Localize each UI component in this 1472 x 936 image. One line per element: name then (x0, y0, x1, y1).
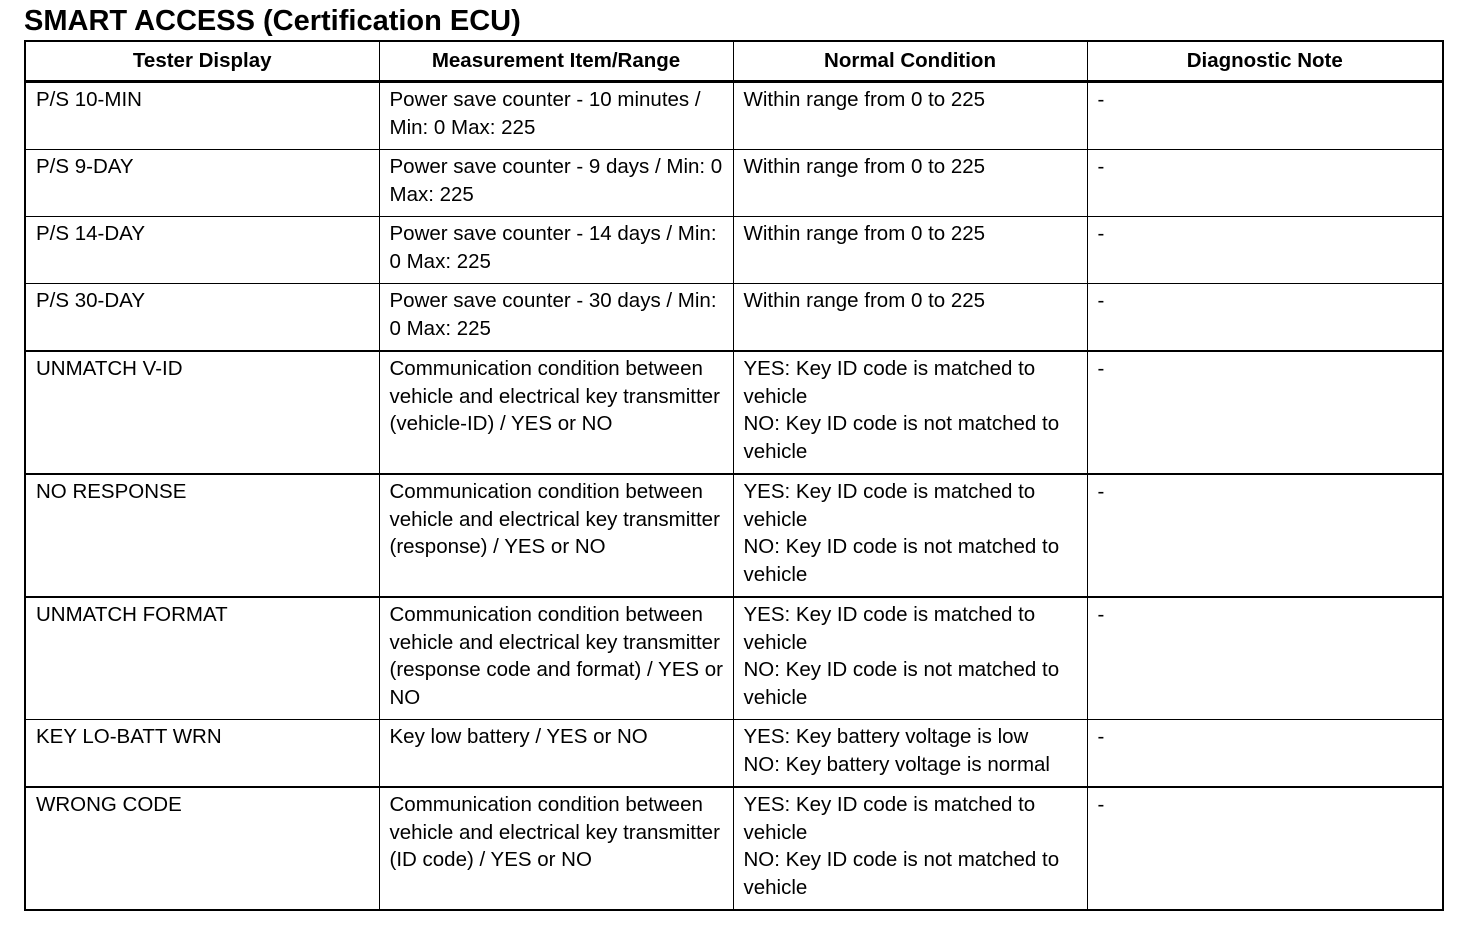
cell-tester-display: P/S 30-DAY (25, 284, 379, 352)
table-row (25, 597, 1443, 720)
cell-normal-condition (733, 474, 1087, 597)
cell-measurement-item: Communication condition between vehicle and electrical key transmitter (vehicle-ID) / YES or NO (379, 351, 733, 474)
cell-diagnostic-note: - (1087, 787, 1443, 910)
normal-condition-line: NO: Key ID code is not matched to vehicle (743, 535, 1060, 587)
data-list-table (24, 40, 1444, 911)
normal-condition-line: Within range from 0 to 225 (743, 155, 986, 178)
normal-condition-line: YES: Key battery voltage is low (743, 725, 1029, 748)
column-header-normal-condition: Normal Condition (733, 41, 1087, 82)
cell-diagnostic-note: - (1087, 720, 1443, 788)
table-body (25, 82, 1443, 911)
cell-measurement-item: Communication condition between vehicle and electrical key transmitter (ID code) / YES or NO (379, 787, 733, 910)
cell-diagnostic-note: - (1087, 597, 1443, 720)
page-title: SMART ACCESS (Certification ECU) (24, 5, 521, 37)
cell-normal-condition (733, 787, 1087, 910)
cell-measurement-item: Communication condition between vehicle and electrical key transmitter (response) / YES or NO (379, 474, 733, 597)
table-row (25, 351, 1443, 474)
table-row (25, 720, 1443, 788)
cell-normal-condition (733, 217, 1087, 284)
cell-measurement-item: Power save counter - 14 days / Min: 0 Max: 225 (379, 217, 733, 284)
column-header-measurement: Measurement Item/Range (379, 41, 733, 82)
cell-tester-display: P/S 9-DAY (25, 150, 379, 217)
cell-normal-condition (733, 597, 1087, 720)
table-row (25, 82, 1443, 150)
normal-condition-line: NO: Key battery voltage is normal (743, 752, 1050, 776)
table-row (25, 217, 1443, 284)
cell-measurement-item: Key low battery / YES or NO (379, 720, 733, 788)
table-header-row (25, 41, 1443, 82)
cell-tester-display: WRONG CODE (25, 787, 379, 910)
cell-normal-condition (733, 150, 1087, 217)
normal-condition-line: YES: Key ID code is matched to vehicle (743, 793, 1036, 844)
cell-normal-condition (733, 720, 1087, 788)
cell-normal-condition (733, 284, 1087, 352)
normal-condition-line: Within range from 0 to 225 (743, 222, 986, 245)
cell-tester-display: P/S 14-DAY (25, 217, 379, 284)
table-row (25, 474, 1443, 597)
cell-diagnostic-note: - (1087, 82, 1443, 150)
cell-tester-display: P/S 10-MIN (25, 82, 379, 150)
column-header-tester-display: Tester Display (25, 41, 379, 82)
cell-diagnostic-note: - (1087, 474, 1443, 597)
normal-condition-line: YES: Key ID code is matched to vehicle (743, 357, 1036, 408)
cell-diagnostic-note: - (1087, 217, 1443, 284)
table-row (25, 284, 1443, 352)
cell-measurement-item: Power save counter - 9 days / Min: 0 Max: 225 (379, 150, 733, 217)
table-row (25, 150, 1443, 217)
cell-diagnostic-note: - (1087, 351, 1443, 474)
column-header-diagnostic-note: Diagnostic Note (1087, 41, 1443, 82)
cell-measurement-item: Communication condition between vehicle and electrical key transmitter (response code and format) / YES or NO (379, 597, 733, 720)
normal-condition-line: NO: Key ID code is not matched to vehicle (743, 658, 1060, 710)
cell-measurement-item: Power save counter - 30 days / Min: 0 Max: 225 (379, 284, 733, 352)
cell-measurement-item: Power save counter - 10 minutes / Min: 0 Max: 225 (379, 82, 733, 150)
normal-condition-line: NO: Key ID code is not matched to vehicle (743, 412, 1060, 464)
normal-condition-line: Within range from 0 to 225 (743, 289, 986, 312)
cell-diagnostic-note: - (1087, 284, 1443, 352)
cell-tester-display: UNMATCH V-ID (25, 351, 379, 474)
normal-condition-line: YES: Key ID code is matched to vehicle (743, 480, 1036, 531)
normal-condition-line: Within range from 0 to 225 (743, 88, 986, 111)
cell-tester-display: NO RESPONSE (25, 474, 379, 597)
cell-tester-display: UNMATCH FORMAT (25, 597, 379, 720)
table-row (25, 787, 1443, 910)
cell-tester-display: KEY LO-BATT WRN (25, 720, 379, 788)
normal-condition-line: NO: Key ID code is not matched to vehicle (743, 848, 1060, 900)
cell-normal-condition (733, 351, 1087, 474)
cell-normal-condition (733, 82, 1087, 150)
cell-diagnostic-note: - (1087, 150, 1443, 217)
normal-condition-line: YES: Key ID code is matched to vehicle (743, 603, 1036, 654)
